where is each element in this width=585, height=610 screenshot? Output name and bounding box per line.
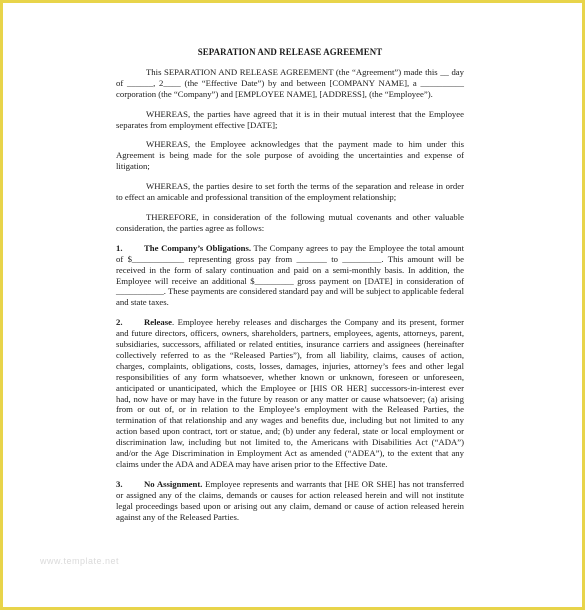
section-1-body: The Company agrees to pay the Employee the total amount of $____________ representing gross pay from _______ to _________. This amount will be received in the form of salary continuation and paid on a semi-monthly basis. In addition, the Employee will receive an additional $_________ gross payment on [DATE] in consideration of ___________. These payments are considered standard pay and will be subject to applicable federal and state taxes.	[116, 242, 464, 308]
section-1-heading: The Company’s Obligations.	[144, 242, 252, 253]
whereas-paragraph-3: WHEREAS, the parties desire to set forth the terms of the separation and release in order to effect an amicable and professional transition of the employment relationship;	[116, 181, 464, 203]
watermark: www.template.net	[40, 556, 120, 566]
section-2	[116, 317, 464, 470]
whereas-paragraph-2: WHEREAS, the Employee acknowledges that the payment made to him under this Agreement is being made for the sole purpose of avoiding the uncertainties and expense of litigation;	[116, 139, 464, 172]
section-1-number: 1.	[116, 242, 123, 253]
section-2-number: 2.	[116, 317, 123, 328]
section-3-heading: No Assignment.	[144, 478, 203, 489]
intro-paragraph: This SEPARATION AND RELEASE AGREEMENT (the “Agreement”) made this __ day of ______, 2____ (the “Effective Date”) by and between [COMPANY NAME], a __________ corporation (the “Company”) and [EMPLOYEE NAME], [ADDRESS], (the “Employee”).	[116, 66, 464, 99]
section-1	[116, 243, 464, 308]
section-2-heading: Release	[144, 317, 172, 328]
document-page	[116, 47, 464, 532]
therefore-paragraph: THEREFORE, in consideration of the following mutual covenants and other valuable consideration, the parties agree as follows:	[116, 211, 464, 233]
section-3	[116, 479, 464, 523]
whereas-paragraph-1: WHEREAS, the parties have agreed that it is in their mutual interest that the Employee separates from employment effective [DATE];	[116, 108, 464, 130]
section-3-number: 3.	[116, 478, 123, 489]
document-title: SEPARATION AND RELEASE AGREEMENT	[197, 47, 383, 57]
section-3-body: Employee represents and warrants that [HE OR SHE] has not transferred or assigned any of the claims, demands or causes for action released herein and will not institute legal proceedings based upon or arising out any claim, demand or cause of action released herein against any of the Released Parties.	[116, 478, 464, 522]
section-2-body: . Employee hereby releases and discharges the Company and its present, former and future directors, officers, owners, shareholders, partners, employees, agents, attorneys, parent, subsidiaries, successors, affiliated or related entities, insurance carriers and assignees (hereinafter collectively referred to as the “Released Parties”), from all liability, claims, causes of action, charges, complaints, obligations, costs, losses, damages, injuries, attorney’s fees and other legal responsibilities of any form whatsoever, whether known or unknown, foreseen or unforeseen, anticipated or unanticipated, which the Employee or [HIS OR HER] successors-in-interest ever had, now have or may have in the future by reason or any matter or cause whatsoever; (a) arising from or out of, or in relation to the Employee’s employment with the Released Parties, the termination of that relationship and any wages and benefits due, including but not limited to any action based upon contract, tort or statue, and; (b) under any federal, state or local employment or discrimination law, including but not limited to, the Americans with Disabilities Act (“ADA”) and/or the Age Discrimination in Employment Act as amended (“ADEA”), to the extent that any claims under the ADA and ADEA may have arisen prior to the Effective Date.	[116, 317, 464, 469]
